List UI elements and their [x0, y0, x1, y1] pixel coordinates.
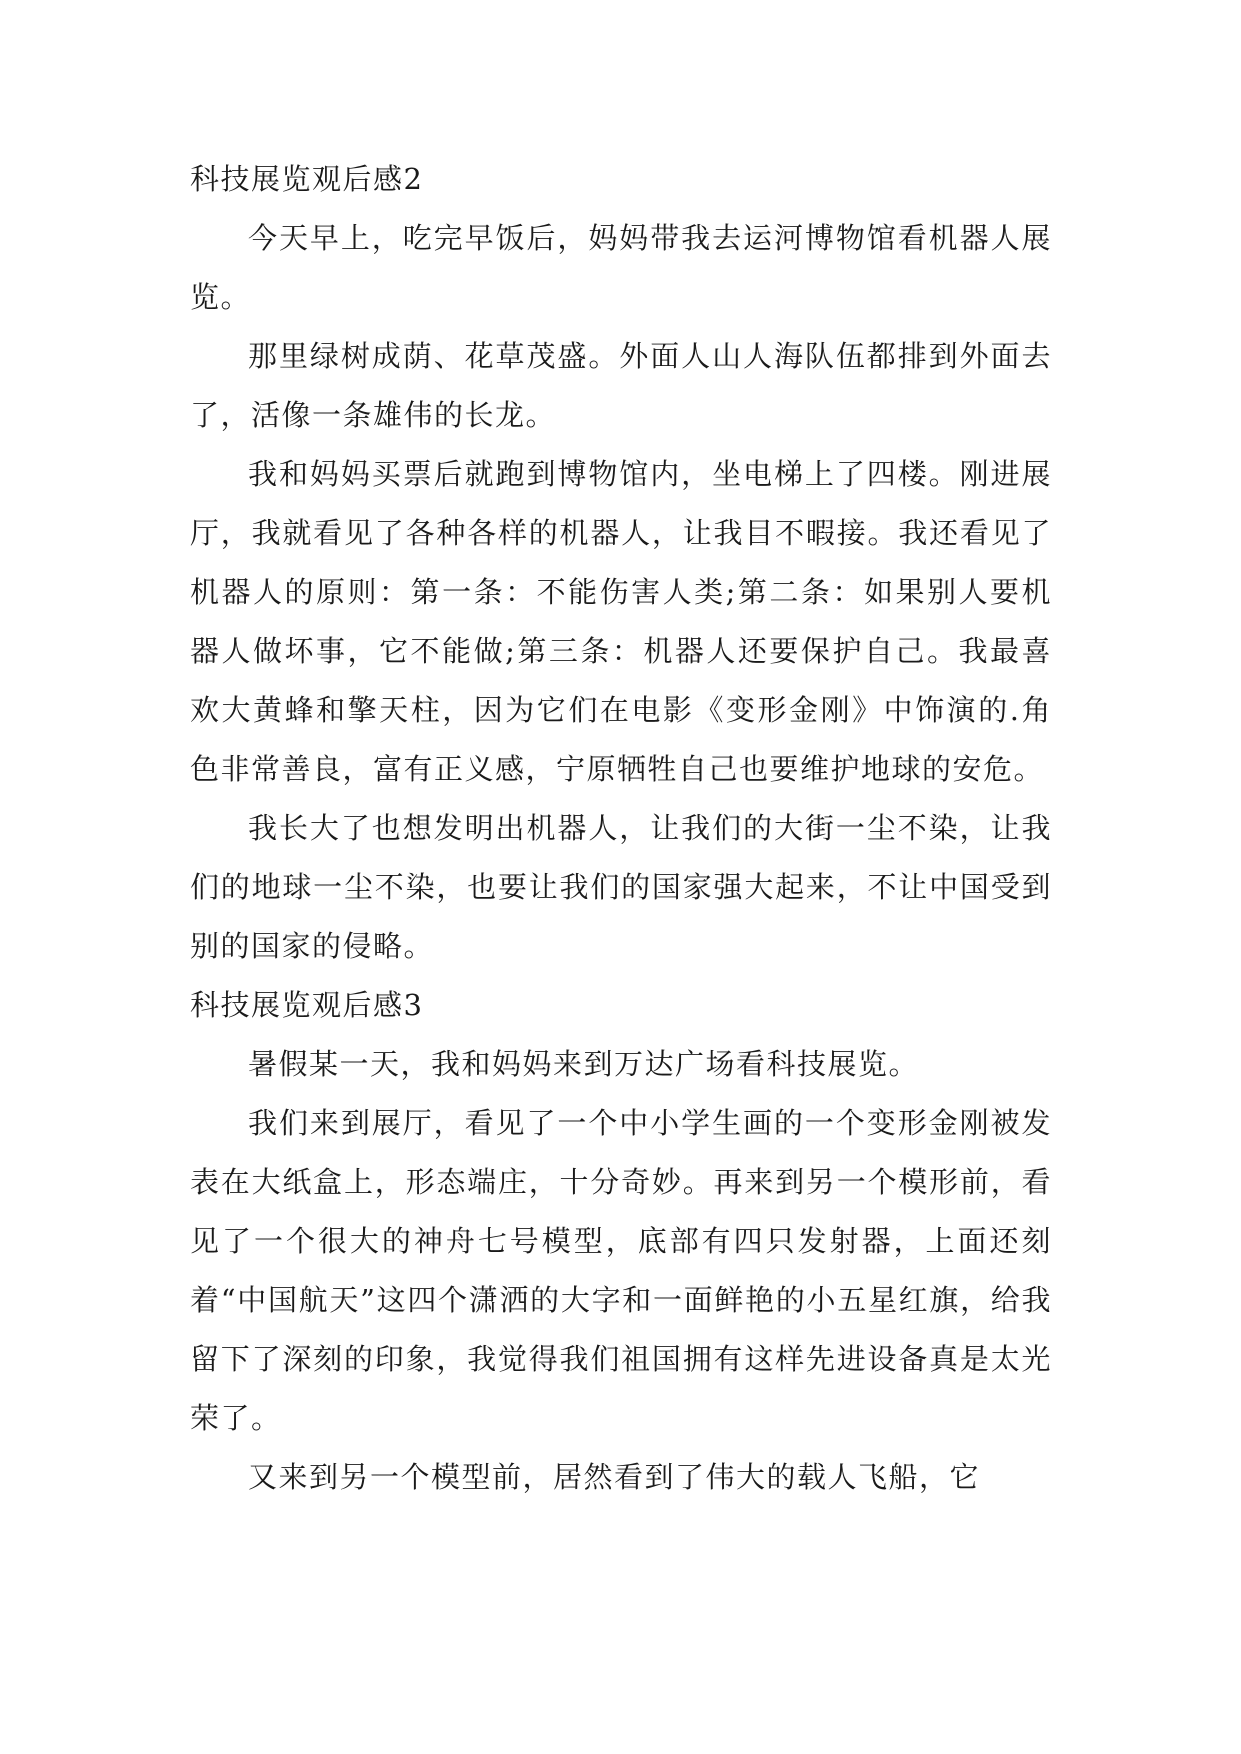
section-heading: 科技展览观后感2 — [190, 162, 424, 196]
paragraph: 又来到另一个模型前，居然看到了伟大的载人飞船，它 — [248, 1460, 981, 1494]
paragraph: 我长大了也想发明出机器人，让我们的大街一尘不染，让我们的地球一尘不染，也要让我们的国家强大起来，不让中国受到别的国家的侵略。 — [190, 811, 1052, 963]
paragraph: 那里绿树成荫、花草茂盛。外面人山人海队伍都排到外面去了，活像一条雄伟的长龙。 — [190, 339, 1052, 432]
section-essay-3 — [190, 976, 1052, 1507]
paragraph: 今天早上，吃完早饭后，妈妈带我去运河博物馆看机器人展览。 — [190, 221, 1052, 314]
paragraph: 我们来到展厅，看见了一个中小学生画的一个变形金刚被发表在大纸盒上，形态端庄，十分奇妙。再来到另一个模形前，看见了一个很大的神舟七号模型，底部有四只发射器，上面还刻着“中国航天”这四个潇洒的大字和一面鲜艳的小五星红旗，给我留下了深刻的印象，我觉得我们祖国拥有这样先进设备真是太光荣了。 — [190, 1106, 1052, 1435]
paragraph: 我和妈妈买票后就跑到博物馆内，坐电梯上了四楼。刚进展厅，我就看见了各种各样的机器人，让我目不暇接。我还看见了机器人的原则：第一条：不能伤害人类;第二条：如果别人要机器人做坏事，它不能做;第三条：机器人还要保护自己。我最喜欢大黄蜂和擎天柱，因为它们在电影《变形金刚》中饰演的.角色非常善良，富有正义感，宁原牺牲自己也要维护地球的安危。 — [190, 457, 1052, 786]
section-heading: 科技展览观后感3 — [190, 988, 424, 1022]
paragraph: 暑假某一天，我和妈妈来到万达广场看科技展览。 — [248, 1047, 920, 1081]
document-body — [190, 150, 1052, 1507]
section-essay-2 — [190, 150, 1052, 976]
